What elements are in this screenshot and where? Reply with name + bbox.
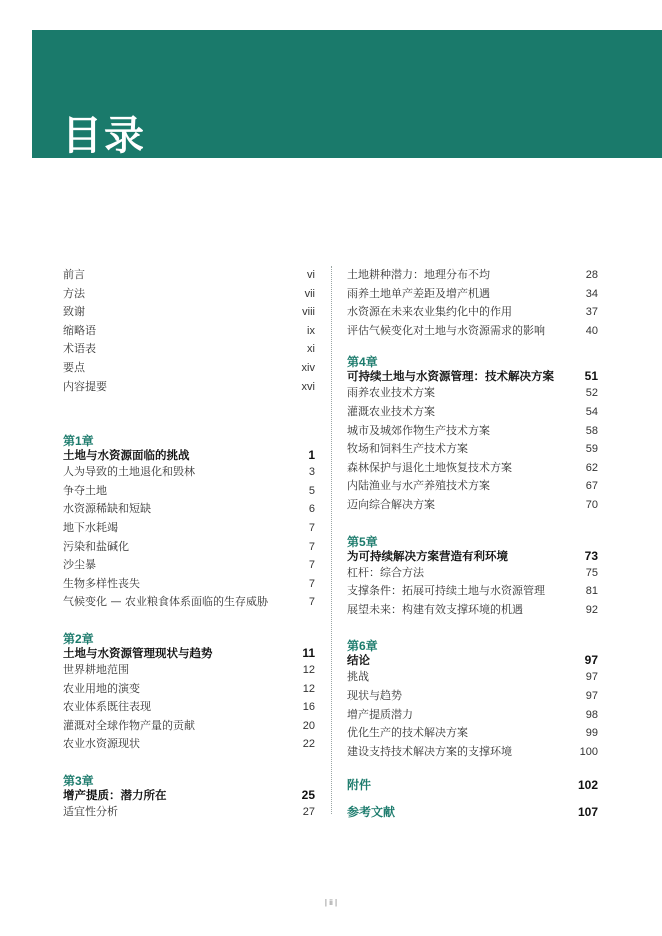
chapter-number: 第3章 — [63, 773, 94, 788]
toc-entry[interactable]: 污染和盐碱化 7 — [63, 539, 315, 553]
chapter-number: 第5章 — [347, 534, 378, 549]
chapter-2 — [63, 632, 315, 754]
toc-entry[interactable]: 前言 vi — [63, 268, 315, 281]
chapter-number: 第1章 — [63, 434, 94, 449]
toc-entry[interactable]: 城市及城郊作物生产技术方案 58 — [347, 423, 598, 437]
chapter-number: 第2章 — [63, 631, 94, 646]
toc-entry[interactable]: 森林保护与退化土地恢复技术方案 62 — [347, 460, 598, 474]
references-entry[interactable]: 参考文献 107 — [347, 805, 598, 820]
toc-entry[interactable]: 水资源在未来农业集约化中的作用 37 — [347, 305, 598, 319]
toc-entry[interactable]: 生物多样性丧失 7 — [63, 576, 315, 590]
toc-entry[interactable]: 气候变化 — 农业粮食体系面临的生存威胁 7 — [63, 595, 315, 609]
toc-entry[interactable]: 缩略语 ix — [63, 323, 315, 337]
toc-entry[interactable]: 方法 vii — [63, 286, 315, 300]
chapter-number: 第4章 — [347, 355, 378, 370]
chapter-6 — [347, 639, 598, 761]
chapter-number: 第6章 — [347, 639, 378, 654]
toc-entry[interactable]: 支撑条件：拓展可持续土地与水资源管理 81 — [347, 584, 598, 598]
toc-entry[interactable]: 优化生产的技术解决方案 99 — [347, 726, 598, 740]
chapter-3-continued — [347, 266, 598, 340]
toc-entry[interactable]: 建设支持技术解决方案的支撑环境 100 — [347, 744, 598, 758]
toc-entry[interactable]: 灌溉对全球作物产量的贡献 20 — [63, 718, 315, 732]
toc-entry[interactable]: 农业水资源现状 22 — [63, 737, 315, 751]
chapter-title[interactable]: 可持续土地与水资源管理：技术解决方案 51 — [347, 369, 598, 384]
toc-entry[interactable]: 增产提质潜力 98 — [347, 707, 598, 721]
toc-entry[interactable]: 迈向综合解决方案 70 — [347, 497, 598, 511]
toc-entry[interactable]: 水资源稀缺和短缺 6 — [63, 502, 315, 516]
toc-entry[interactable]: 沙尘暴 7 — [63, 558, 315, 572]
toc-entry[interactable]: 挑战 97 — [347, 670, 598, 684]
toc-entry[interactable]: 农业体系既往表现 16 — [63, 700, 315, 714]
toc-entry[interactable]: 展望未来：构建有效支撑环境的机遇 92 — [347, 602, 598, 616]
toc-entry[interactable]: 土地耕种潜力：地理分布不均 28 — [347, 268, 598, 281]
toc-entry[interactable]: 灌溉农业技术方案 54 — [347, 404, 598, 418]
toc-entry[interactable]: 地下水耗竭 7 — [63, 520, 315, 534]
toc-entry[interactable]: 争夺土地 5 — [63, 483, 315, 497]
toc-entry[interactable]: 雨养农业技术方案 52 — [347, 386, 598, 400]
chapter-5 — [347, 535, 598, 620]
toc-entry[interactable]: 牧场和饲料生产技术方案 59 — [347, 442, 598, 456]
toc-entry[interactable]: 要点 xiv — [63, 360, 315, 374]
chapter-1 — [63, 434, 315, 612]
toc-entry[interactable]: 人为导致的土地退化和毁林 3 — [63, 465, 315, 479]
toc-entry[interactable]: 世界耕地范围 12 — [63, 662, 315, 676]
page-title: 目录 — [62, 113, 146, 159]
toc-left-column — [63, 266, 315, 821]
toc-entry[interactable]: 评估气候变化对土地与水资源需求的影响 40 — [347, 323, 598, 337]
page-number-footer: | ii | — [324, 898, 338, 907]
toc-entry[interactable]: 农业用地的演变 12 — [63, 681, 315, 695]
column-divider — [331, 266, 332, 814]
chapter-title[interactable]: 为可持续解决方案营造有利环境 73 — [347, 548, 598, 563]
chapter-3 — [63, 774, 315, 822]
chapter-title[interactable]: 结论 97 — [347, 653, 598, 668]
toc-entry[interactable]: 术语表 xi — [63, 342, 315, 356]
toc-entry[interactable]: 适宜性分析 27 — [63, 804, 315, 818]
chapter-title[interactable]: 增产提质：潜力所在 25 — [63, 787, 315, 802]
front-matter-list — [63, 266, 315, 396]
chapter-title[interactable]: 土地与水资源管理现状与趋势 11 — [63, 645, 315, 660]
toc-entry[interactable]: 内容提要 xvi — [63, 379, 315, 393]
chapter-title[interactable]: 土地与水资源面临的挑战 1 — [63, 448, 315, 463]
chapter-4 — [347, 355, 598, 514]
toc-entry[interactable]: 现状与趋势 97 — [347, 688, 598, 702]
toc-entry[interactable]: 雨养土地单产差距及增产机遇 34 — [347, 286, 598, 300]
toc-entry[interactable]: 内陆渔业与水产养殖技术方案 67 — [347, 479, 598, 493]
toc-entry[interactable]: 致谢 viii — [63, 305, 315, 319]
toc-entry[interactable]: 杠杆：综合方法 75 — [347, 565, 598, 579]
appendix-entry[interactable]: 附件 102 — [347, 778, 598, 793]
toc-right-column — [347, 266, 598, 820]
